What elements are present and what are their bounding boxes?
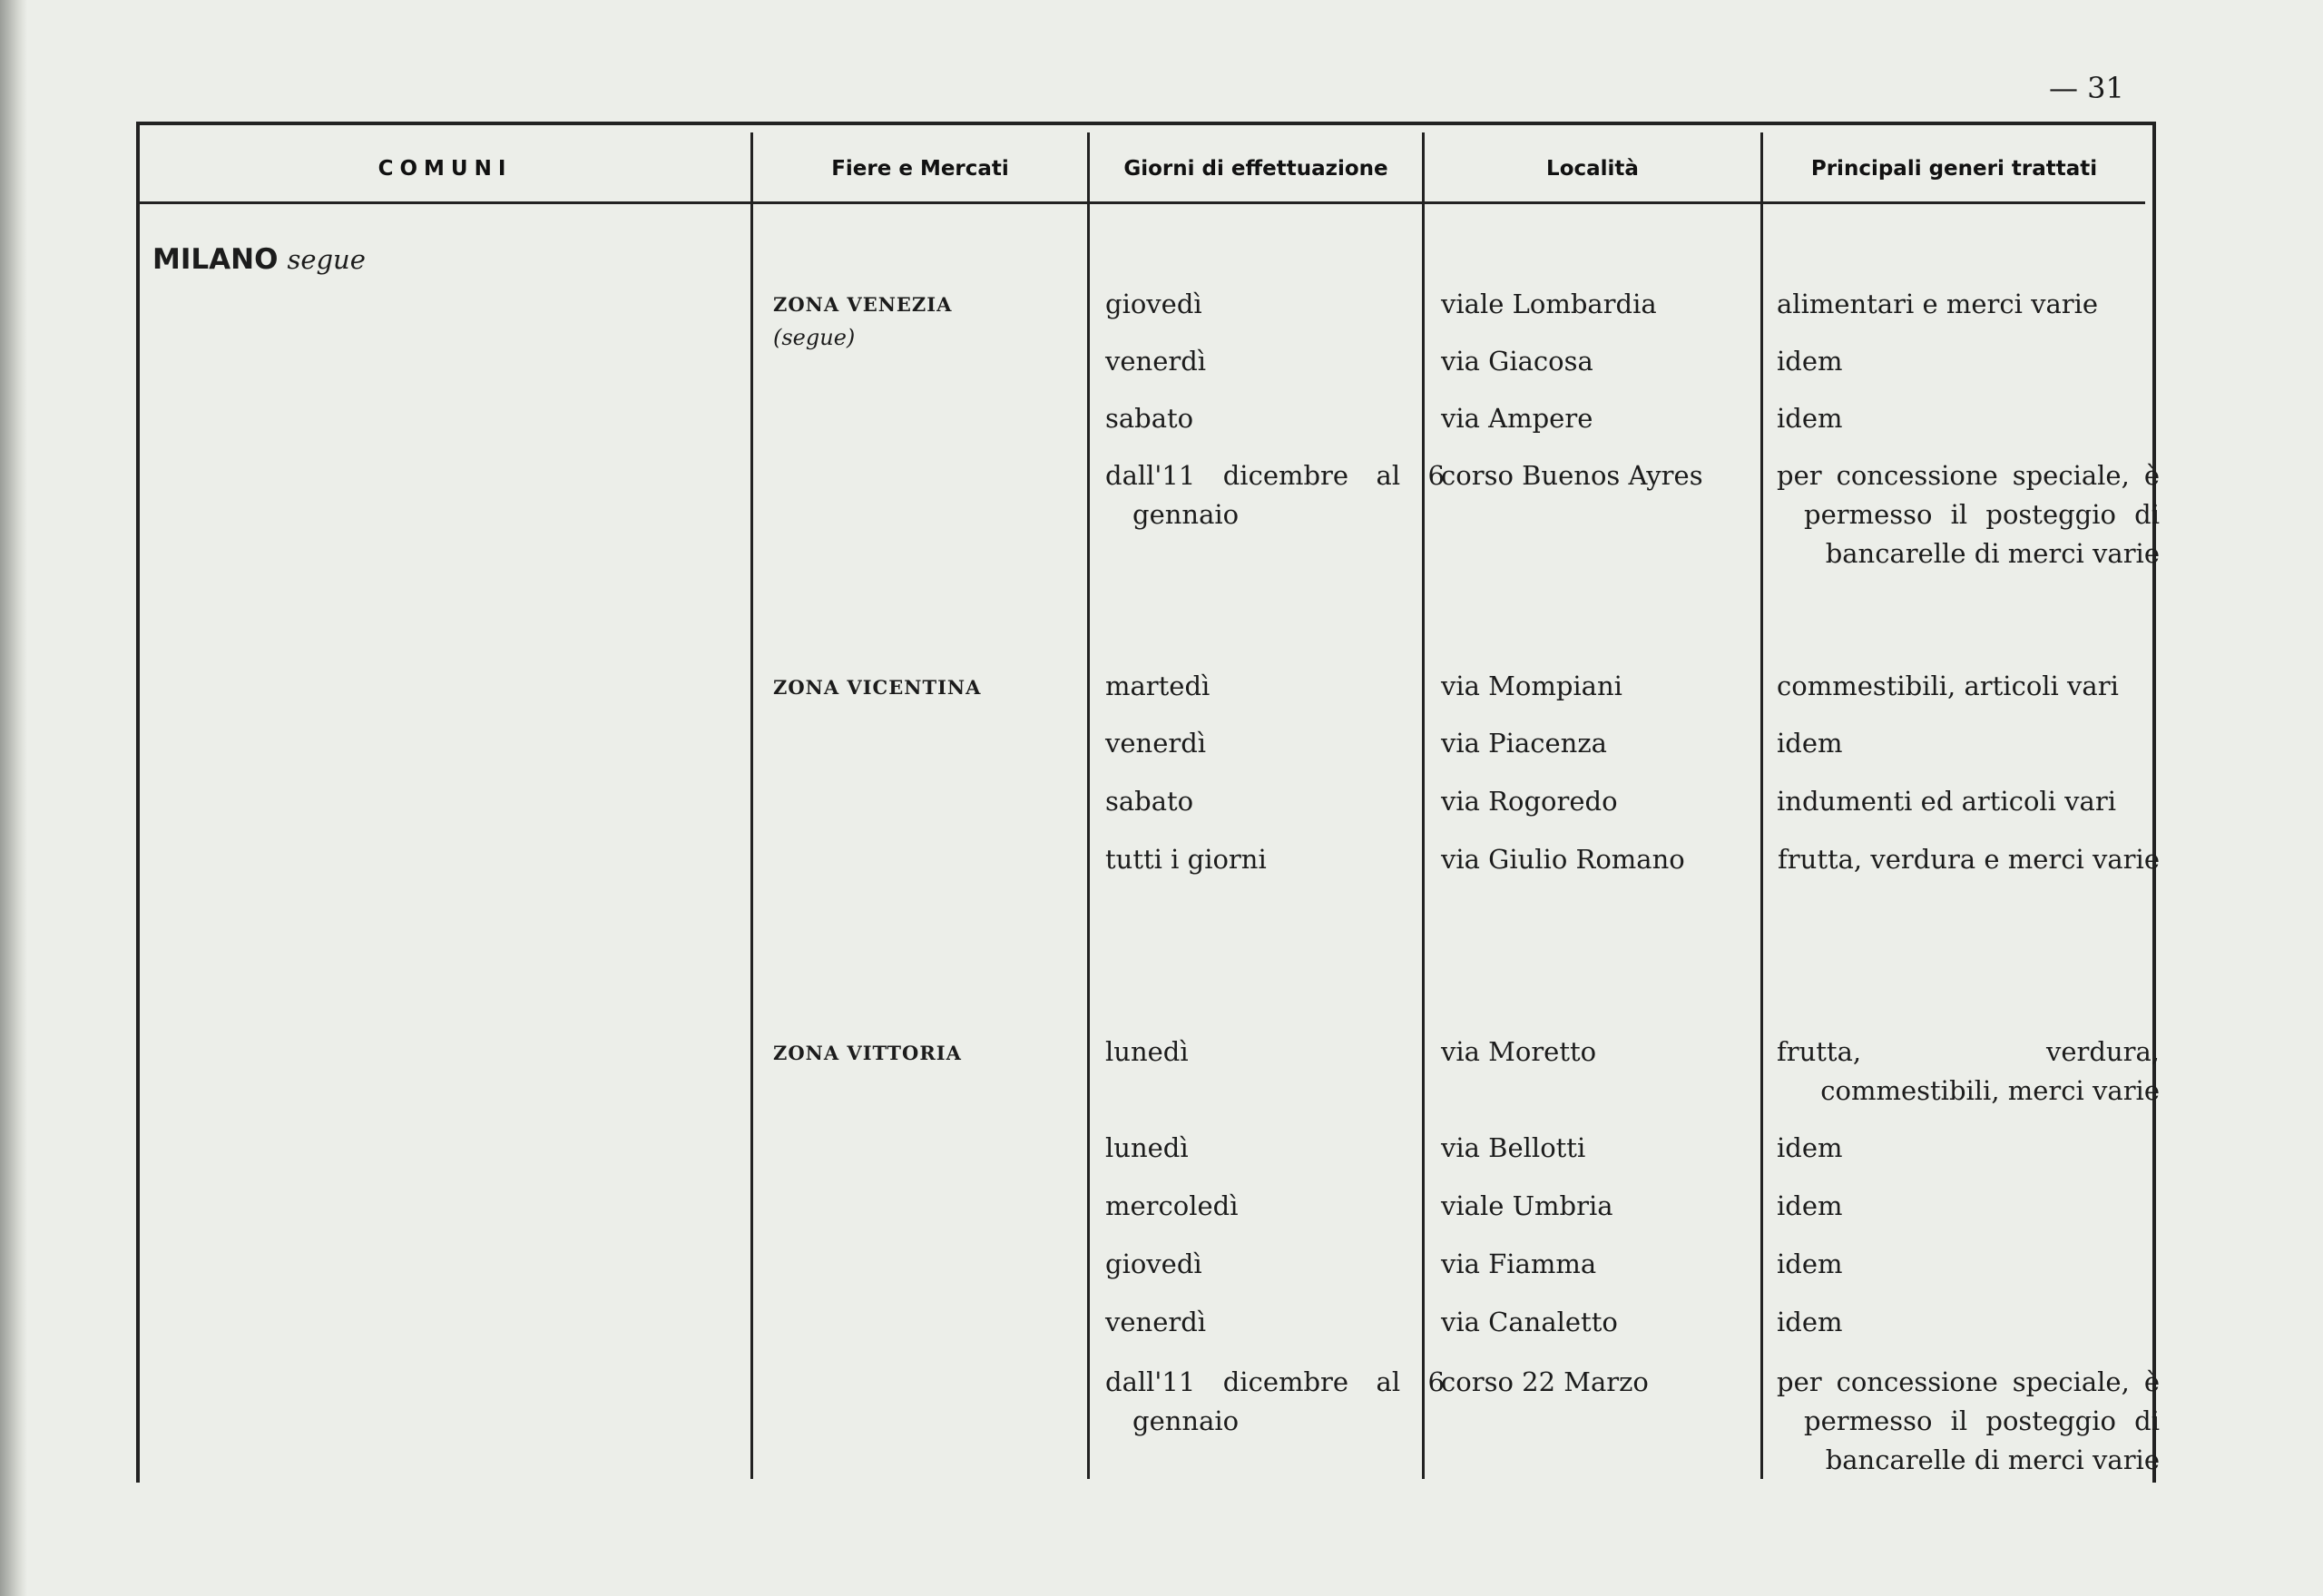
zona-name: ZONA VICENTINA <box>773 676 982 699</box>
cell-localita: corso 22 Marzo <box>1441 1366 1649 1397</box>
cell-generi: per concessione speciale, è permesso il posteggio di bancarelle di merci varie <box>1777 460 2160 569</box>
cell-generi: idem <box>1777 1190 1843 1221</box>
zona-label <box>773 289 952 354</box>
cell-localita: via Fiamma <box>1441 1248 1597 1279</box>
column-divider <box>750 132 753 1479</box>
page-binding-edge <box>0 0 27 1596</box>
cell-generi: alimentari e merci varie <box>1777 289 2099 319</box>
column-divider <box>1087 132 1090 1479</box>
zona-suffix: (segue) <box>773 325 856 350</box>
cell-giorni: giovedì <box>1105 289 1202 319</box>
cell-localita: via Giacosa <box>1441 346 1593 377</box>
header-localita: Località <box>1546 157 1639 181</box>
comune-entry <box>152 241 366 278</box>
zona-name: ZONA VITTORIA <box>773 1042 962 1064</box>
cell-generi: idem <box>1777 728 1843 759</box>
cell-giorni: giovedì <box>1105 1248 1202 1279</box>
cell-generi: commestibili, articoli vari <box>1777 671 2119 701</box>
comune-suffix: segue <box>287 244 366 275</box>
cell-giorni: dall'11 dicembre al 6 gennaio <box>1105 1366 1445 1436</box>
cell-generi: idem <box>1777 1132 1843 1163</box>
header-rule <box>140 201 2145 204</box>
cell-generi: idem <box>1777 1248 1843 1279</box>
cell-giorni: tutti i giorni <box>1105 844 1267 875</box>
cell-generi: frutta, verdura, commestibili, merci varie <box>1777 1036 2160 1106</box>
cell-giorni: dall'11 dicembre al 6 gennaio <box>1105 460 1445 530</box>
header-comuni: COMUNI <box>377 157 513 181</box>
cell-generi: frutta, verdura e merci varie <box>1778 844 2160 875</box>
cell-localita: via Rogoredo <box>1441 786 1618 817</box>
cell-generi: idem <box>1777 1307 1843 1337</box>
cell-giorni: sabato <box>1105 403 1194 434</box>
cell-localita: via Ampere <box>1441 403 1593 434</box>
cell-generi: indumenti ed articoli vari <box>1777 786 2116 817</box>
cell-localita: via Piacenza <box>1441 728 1607 759</box>
page-number: — 31 <box>2049 71 2124 105</box>
cell-localita: viale Umbria <box>1441 1190 1613 1221</box>
comune-name: MILANO <box>152 243 279 276</box>
cell-giorni: sabato <box>1105 786 1194 817</box>
cell-giorni: lunedì <box>1105 1132 1189 1163</box>
zona-name: ZONA VENEZIA <box>773 293 953 316</box>
cell-generi: idem <box>1777 403 1843 434</box>
cell-localita: via Bellotti <box>1441 1132 1586 1163</box>
zona-label <box>773 1037 962 1070</box>
cell-localita: viale Lombardia <box>1441 289 1657 319</box>
header-fiere-e-mercati: Fiere e Mercati <box>831 157 1009 181</box>
header-generi: Principali generi trattati <box>1810 157 2098 181</box>
cell-localita: corso Buenos Ayres <box>1441 460 1703 491</box>
cell-generi: per concessione speciale, è permesso il posteggio di bancarelle di merci varie <box>1777 1366 2160 1475</box>
cell-giorni: venerdì <box>1105 346 1207 377</box>
cell-localita: via Giulio Romano <box>1441 844 1685 875</box>
header-giorni: Giorni di effettuazione <box>1123 157 1388 181</box>
cell-localita: via Canaletto <box>1441 1307 1618 1337</box>
cell-giorni: mercoledì <box>1105 1190 1239 1221</box>
column-divider <box>1422 132 1425 1479</box>
cell-localita: via Moretto <box>1441 1036 1597 1067</box>
cell-localita: via Mompiani <box>1441 671 1622 701</box>
zona-label <box>773 671 981 704</box>
column-divider <box>1760 132 1763 1479</box>
cell-giorni: lunedì <box>1105 1036 1189 1067</box>
cell-generi: idem <box>1777 346 1843 377</box>
cell-giorni: venerdì <box>1105 728 1207 759</box>
cell-giorni: martedì <box>1105 671 1211 701</box>
cell-giorni: venerdì <box>1105 1307 1207 1337</box>
